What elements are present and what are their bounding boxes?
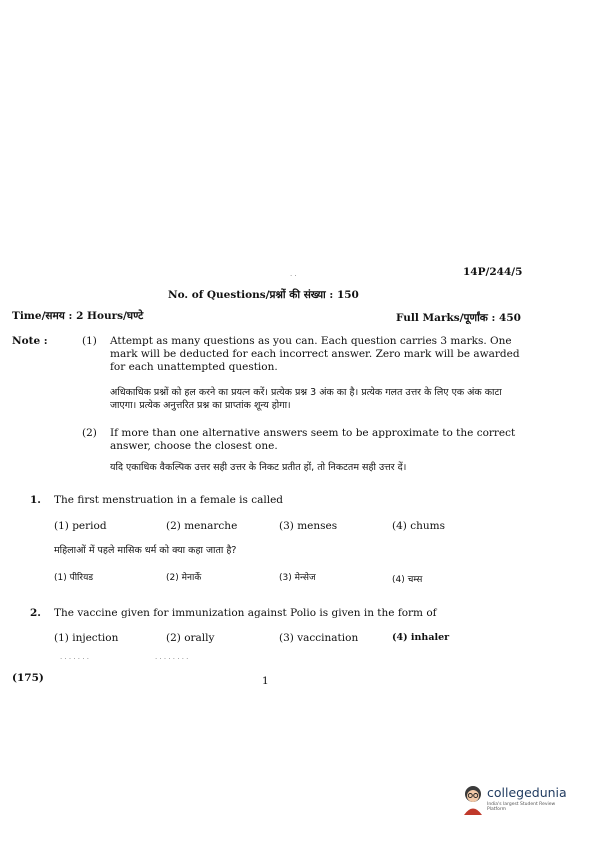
booklet-code: (175) — [12, 672, 44, 684]
question-1-option-4: (4) chums — [392, 520, 445, 532]
question-1-option-2: (2) menarche — [166, 520, 238, 532]
question-1-number: 1. — [30, 494, 41, 506]
question-2-option-4: (4) inhaler — [392, 632, 450, 643]
note-item-2-number: (2) — [82, 427, 97, 439]
bleed-through-mark: · · · · · · · — [60, 655, 89, 663]
bleed-through-mark: · · — [290, 272, 297, 280]
bleed-through-mark: · · · · · · · · — [155, 655, 189, 663]
question-1-option-4-hindi: (4) चम्स — [392, 575, 423, 585]
question-2-option-3: (3) vaccination — [279, 632, 359, 644]
question-1-text: The first menstruation in a female is called — [54, 494, 284, 506]
logo-brand-text: collegedunia — [487, 785, 567, 800]
note-item-2-hindi: यदि एकाधिक वैकल्पिक उत्तर सही उत्तर के निकट प्रतीत हों, तो निकटतम सही उत्तर दें। — [110, 462, 407, 473]
note-label: Note : — [12, 335, 48, 347]
question-1-option-3-hindi: (3) मेन्सेज — [279, 573, 316, 583]
full-marks: Full Marks/पूर्णांक : 450 — [396, 312, 521, 324]
question-1-option-1-hindi: (1) पीरियड — [54, 573, 94, 583]
time-duration: Time/समय : 2 Hours/घण्टे — [12, 310, 144, 322]
logo-tagline: India's largest Student Review Platform — [487, 802, 556, 812]
note-item-2-english: If more than one alternative answers seem to be approximate to the correct answer, choose the closest one. — [110, 427, 516, 452]
question-1-option-3: (3) menses — [279, 520, 338, 532]
question-2-option-1: (1) injection — [54, 632, 119, 644]
collegedunia-logo — [462, 783, 574, 817]
questions-count: No. of Questions/प्रश्नों की संख्या : 150 — [168, 289, 359, 301]
paper-code: 14P/244/5 — [463, 266, 523, 278]
mascot-icon — [462, 785, 484, 815]
question-1-hindi: महिलाओं में पहले मासिक धर्म को क्या कहा जाता है? — [54, 545, 237, 556]
question-2-number: 2. — [30, 607, 41, 619]
question-2-option-2: (2) orally — [166, 632, 215, 644]
note-item-1-english: Attempt as many questions as you can. Each question carries 3 marks. One mark will be deducted for each incorrect answer. Zero mark will be awarded for each unattempted question. — [110, 335, 520, 373]
question-2-text: The vaccine given for immunization against Polio is given in the form of — [54, 607, 437, 619]
note-item-1-hindi: अधिकाधिक प्रश्नों को हल करने का प्रयत्न करें। प्रत्येक प्रश्न 3 अंक का है। प्रत्येक गलत उत्तर के लिए एक अंक काटा जाएगा। प्रत्येक अनुत्तरित प्रश्न का प्राप्तांक शून्य होगा। — [110, 387, 502, 411]
question-1-option-1: (1) period — [54, 520, 107, 532]
page-number: 1 — [262, 675, 269, 687]
question-1-option-2-hindi: (2) मेनार्के — [166, 573, 202, 583]
note-item-1-number: (1) — [82, 335, 97, 347]
